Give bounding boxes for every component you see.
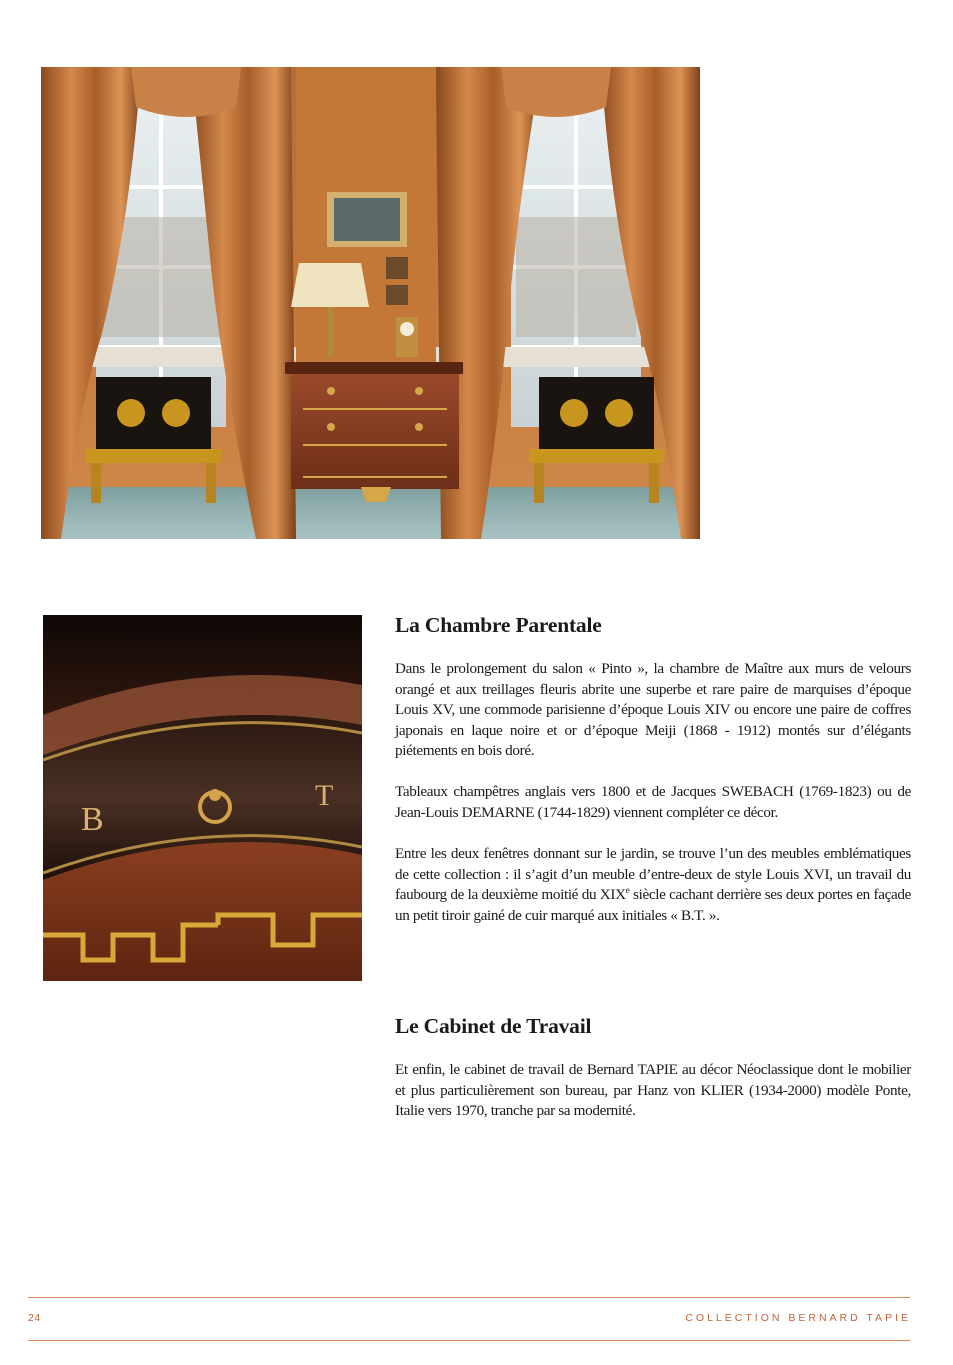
paragraph (395, 844, 911, 926)
section-title: La Chambre Parentale (395, 613, 602, 637)
bedroom-interior-photo (41, 67, 700, 539)
section-cabinet-de-travail (395, 1012, 911, 1142)
paragraph-text: Entre les deux fenêtres donnant sur le jardin, se trouve l’un des meubles emblématiques de cette collection : il s’agit d’un meuble d’entre-deux de style Louis XVI, un travail du faubourg de la deuxième moitié du XIX (395, 845, 911, 904)
section-chambre-parentale (395, 611, 911, 947)
section-title: Le Cabinet de Travail (395, 1014, 592, 1038)
page-number: 24 (28, 1312, 41, 1324)
paragraph-text: siècle cachant derrière ses deux portes en façade un petit tiroir gainé de cuir marqué aux initiales « B.T. ». (395, 886, 912, 924)
paragraph: Et enfin, le cabinet de travail de Bernard TAPIE au décor Néoclassique dont le mobilier et plus particulièrement son bureau, par Hanz von KLIER (1934-2000) modèle Ponte, Italie vers 1970, tranche par sa modernité. (395, 1061, 911, 1120)
footer-rule-bottom (28, 1340, 910, 1341)
initial-t: T (315, 779, 334, 812)
running-title: COLLECTION BERNARD TAPIE (685, 1312, 911, 1324)
footer-rule-top (28, 1297, 910, 1298)
paragraph: Tableaux champêtres anglais vers 1800 et de Jacques SWEBACH (1769-1823) ou de Jean-Louis DEMARNE (1744-1829) viennent compléter ce décor. (395, 783, 911, 822)
paragraph: Dans le prolongement du salon « Pinto », la chambre de Maître aux murs de velours orangé et aux treillages fleuris abrite une superbe et rare paire de marquises d’époque Louis XV, une commode parisienne d’époque Louis XIV ou encore une paire de coffres japonais en laque noire et or d’époque Meiji (1868 - 1912) montés sur d’élégants piétements en bois doré. (395, 660, 911, 760)
superscript: e (625, 885, 630, 896)
cabinet-detail-photo (43, 615, 362, 981)
initial-b: B (81, 801, 104, 838)
